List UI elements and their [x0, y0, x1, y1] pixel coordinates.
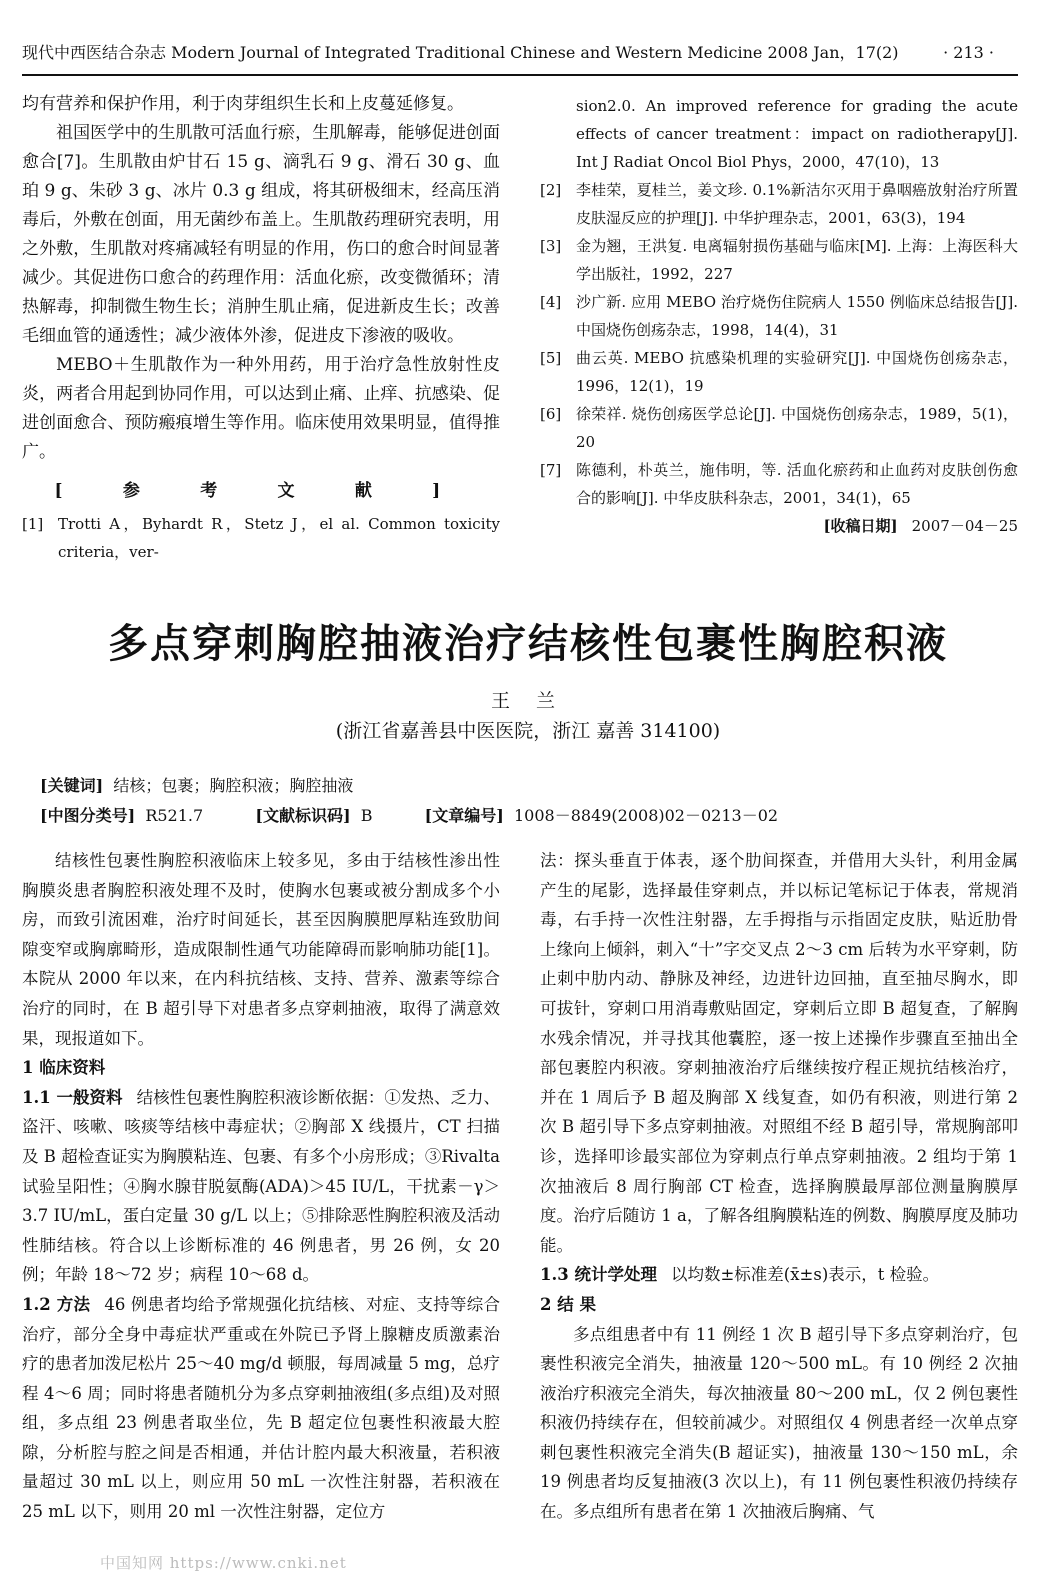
- reference-item: [540, 456, 1018, 512]
- prev-paragraph: MEBO＋生肌散作为一种外用药，用于治疗急性放射性皮炎，两者合用起到协同作用，可以达到止痛、止痒、抗感染、促进创面愈合、预防瘢痕增生等作用。临床使用效果明显，值得推广。: [22, 355, 500, 462]
- reference-text: 曲云英. MEBO 抗感染机理的实验研究[J]. 中国烧伤创疡杂志，1996，12(1)，19: [576, 349, 1018, 395]
- subsection-label: 1.2 方法: [22, 1294, 91, 1314]
- reference-item: [22, 510, 500, 566]
- reference-number: [540, 92, 576, 176]
- reference-number: [3]: [540, 237, 562, 255]
- keywords-line: [40, 772, 353, 800]
- section-heading-2: 2 结 果: [540, 1294, 596, 1314]
- reference-item: [540, 176, 1018, 232]
- reference-number: [5]: [540, 349, 562, 367]
- subsection-1-3: [540, 1260, 1018, 1290]
- method-continued-paragraph: 法：探头垂直于体表，逐个肋间探查，并借用大头针，利用金属产生的尾影，选择最佳穿刺点，并以标记笔标记于体表，常规消毒，右手持一次性注射器，左手拇指与示指固定皮肤，贴近肋骨上缘向上倾斜，刺入“十”字交叉点 2～3 cm 后转为水平穿刺，防止刺中肋内动、静脉及神经，边进针边回抽，直至抽尽胸水，即可拔针，穿刺口用消毒敷贴固定，穿刺后立即 B 超复查，了解胸水残余情况，并寻找其他囊腔，逐一按上述操作步骤直至抽出全部包裹腔内积液。穿刺抽液治疗后继续按疗程正规抗结核治疗，并在 1 周后予 B 超及胸部 X 线复查，如仍有积液，则进行第 2 次 B 超引导下多点穿刺抽液。对照组不经 B 超引导，常规胸部叩诊，选择叩诊最实部位为穿刺点行单点穿刺抽液。2 组均于第 1 次抽液后 8 周行胸部 CT 检查，选择胸膜最厚部位测量胸膜厚度。治疗后随访 1 a，了解各组胸膜粘连的例数、胸膜厚度及肺功能。: [540, 851, 1018, 1255]
- reference-item: [540, 288, 1018, 344]
- journal-title: 现代中西医结合杂志 Modern Journal of Integrated Traditional Chinese and Western Medicine 2008 Jan，17(2): [22, 43, 899, 62]
- prev-article-left-column: [22, 90, 500, 566]
- references-heading: [ 参 考 文 献 ]: [54, 481, 468, 501]
- doc-code: B: [360, 806, 373, 825]
- article-left-column: [22, 846, 500, 1527]
- subsection-label: 1.3 统计学处理: [540, 1265, 657, 1285]
- journal-header: [22, 40, 1018, 76]
- keywords: 结核；包裹；胸腔积液；胸腔抽液: [113, 776, 354, 795]
- reference-number: [2]: [540, 181, 562, 199]
- intro-paragraph: 结核性包裹性胸腔积液临床上较多见，多由于结核性渗出性胸膜炎患者胸腔积液处理不及时，使胸水包裹或被分割成多个小房，而致引流困难，治疗时间延长，甚至因胸膜肥厚粘连致肋间隙变窄或胸廓畸形，造成限制性通气功能障碍而影响肺功能[1]。本院从 2000 年以来，在内科抗结核、支持、营养、激素等综合治疗的同时，在 B 超引导下对患者多点穿刺抽液，取得了满意效果，现报道如下。: [22, 851, 500, 1048]
- reference-item: [540, 232, 1018, 288]
- reference-text: 沙广新. 应用 MEBO 治疗烧伤住院病人 1550 例临床总结报告[J]. 中国烧伤创疡杂志，1998，14(4)，31: [576, 293, 1018, 339]
- article-affiliation: (浙江省嘉善县中医医院，浙江 嘉善 314100): [335, 720, 721, 742]
- reference-number: [1]: [22, 515, 44, 533]
- reference-number: [6]: [540, 405, 562, 423]
- article-right-column: [540, 846, 1018, 1527]
- clc-code: R521.7: [145, 806, 204, 825]
- reference-item: [540, 400, 1018, 456]
- subsection-1-2: [22, 1290, 500, 1527]
- reference-number: [7]: [540, 461, 562, 479]
- reference-text: 陈德利，朴英兰，施伟明，等. 活血化瘀药和止血药对皮肤创伤愈合的影响[J]. 中华皮肤科杂志，2001，34(1)，65: [576, 461, 1018, 507]
- clc-label: [中图分类号]: [40, 806, 136, 825]
- prev-paragraph: 祖国医学中的生肌散可活血行瘀，生肌解毒，能够促进创面愈合[7]。生肌散由炉甘石 15 g、滴乳石 9 g、滑石 30 g、血珀 9 g、朱砂 3 g、冰片 0.3 g 组成，将其研极细末，经高压消毒后，外敷在创面，用无菌纱布盖上。生肌散药理研究表明，用之外敷，生肌散对疼痛减轻有明显的作用，伤口的愈合时间显著减少。其促进伤口愈合的药理作用：活血化瘀，改变微循环；清热解毒，抑制微生物生长；消肿生肌止痛，促进新皮生长；改善毛细血管的通透性；减少液体外渗，促进皮下渗液的吸收。: [22, 123, 500, 346]
- reference-text: 李桂荣，夏桂兰，姜文珍. 0.1%新洁尔灭用于鼻咽癌放射治疗所置皮肤湿反应的护理[J]. 中华护理杂志，2001，63(3)，194: [576, 181, 1018, 227]
- results-paragraph: 多点组患者中有 11 例经 1 次 B 超引导下多点穿刺治疗，包裹性积液完全消失，抽液量 120～500 mL。有 10 例经 2 次抽液治疗积液完全消失，每次抽液量 80～200 mL，仅 2 例包裹性积液仍持续存在，但较前减少。对照组仅 4 例患者经一次单点穿刺包裹性积液完全消失(B 超证实)，抽液量 130～150 mL，余 19 例患者均反复抽液(3 次以上)，有 11 例包裹性积液仍持续存在。多点组所有患者在第 1 次抽液后胸痛、气: [540, 1324, 1018, 1522]
- prev-paragraph: 均有营养和保护作用，利于肉芽组织生长和上皮蔓延修复。: [22, 94, 464, 114]
- doc-code-label: [文献标识码]: [255, 806, 351, 825]
- received-date: 2007－04－25: [911, 517, 1018, 535]
- article-title: 多点穿刺胸腔抽液治疗结核性包裹性胸腔积液: [108, 621, 948, 667]
- subsection-1-1: [22, 1083, 500, 1290]
- reference-item: [540, 92, 1018, 176]
- article-no-label: [文章编号]: [424, 806, 504, 825]
- reference-item: [540, 344, 1018, 400]
- reference-text: Trotti A，Byhardt R，Stetz J，el al. Common toxicity criteria，ver-: [58, 515, 500, 561]
- section-heading-1: 1 临床资料: [22, 1058, 106, 1078]
- subsection-text: 结核性包裹性胸腔积液诊断依据：①发热、乏力、盗汗、咳嗽、咳痰等结核中毒症状；②胸部 X 线摄片，CT 扫描及 B 超检查证实为胸膜粘连、包裹、有多个小房形成；③Rivalta 试验呈阳性；④胸水腺苷脱氨酶(ADA)＞45 IU/L，干扰素－γ＞3.7 IU/mL，蛋白定量 30 g/L 以上；⑤排除恶性胸腔积液及活动性肺结核。符合以上诊断标准的 46 例患者，男 26 例，女 20 例；年龄 18～72 岁；病程 10～68 d。: [22, 1087, 501, 1285]
- subsection-label: 1.1 一般资料: [22, 1087, 123, 1107]
- received-label: [收稿日期]: [823, 517, 898, 535]
- subsection-text: 46 例患者均给予常规强化抗结核、对症、支持等综合治疗，部分全身中毒症状严重或在外院已予肾上腺糖皮质激素治疗的患者加泼尼松片 25～40 mg/d 顿服，每周减量 5 mg，总疗程 4～6 周；同时将患者随机分为多点穿刺抽液组(多点组)及对照组，多点组 23 例患者取坐位，先 B 超定位包裹性积液最大腔隙，分析腔与腔之间是否相通，并估计腔内最大积液量，若积液量超过 30 mL 以上，则应用 50 mL 一次性注射器，若积液在 25 mL 以下，则用 20 ml 一次性注射器，定位方: [22, 1294, 500, 1522]
- classification-line: [40, 802, 778, 830]
- reference-text: 金为翘，王洪复. 电离辐射损伤基础与临床[M]. 上海：上海医科大学出版社，1992，227: [576, 237, 1018, 283]
- cnki-watermark: 中国知网 https://www.cnki.net: [100, 1554, 347, 1572]
- prev-article-right-column: [540, 92, 1018, 540]
- reference-number: [4]: [540, 293, 562, 311]
- reference-text: 徐荣祥. 烧伤创疡医学总论[J]. 中国烧伤创疡杂志，1989，5(1)，20: [576, 405, 1018, 451]
- page-number: · 213 ·: [943, 43, 994, 62]
- keywords-label: [关键词]: [40, 776, 104, 795]
- article-number: 1008－8849(2008)02－0213－02: [513, 806, 779, 825]
- subsection-text: 以均数±标准差(x̄±s)表示，t 检验。: [670, 1265, 940, 1285]
- article-author: 王 兰: [490, 690, 566, 712]
- received-date-line: [540, 512, 1018, 540]
- reference-text: sion2.0. An improved reference for grading the acute effects of cancer treatment：impact on radiotherapy[J]. Int J Radiat Oncol Biol Phys，2000，47(10)，13: [576, 97, 1018, 171]
